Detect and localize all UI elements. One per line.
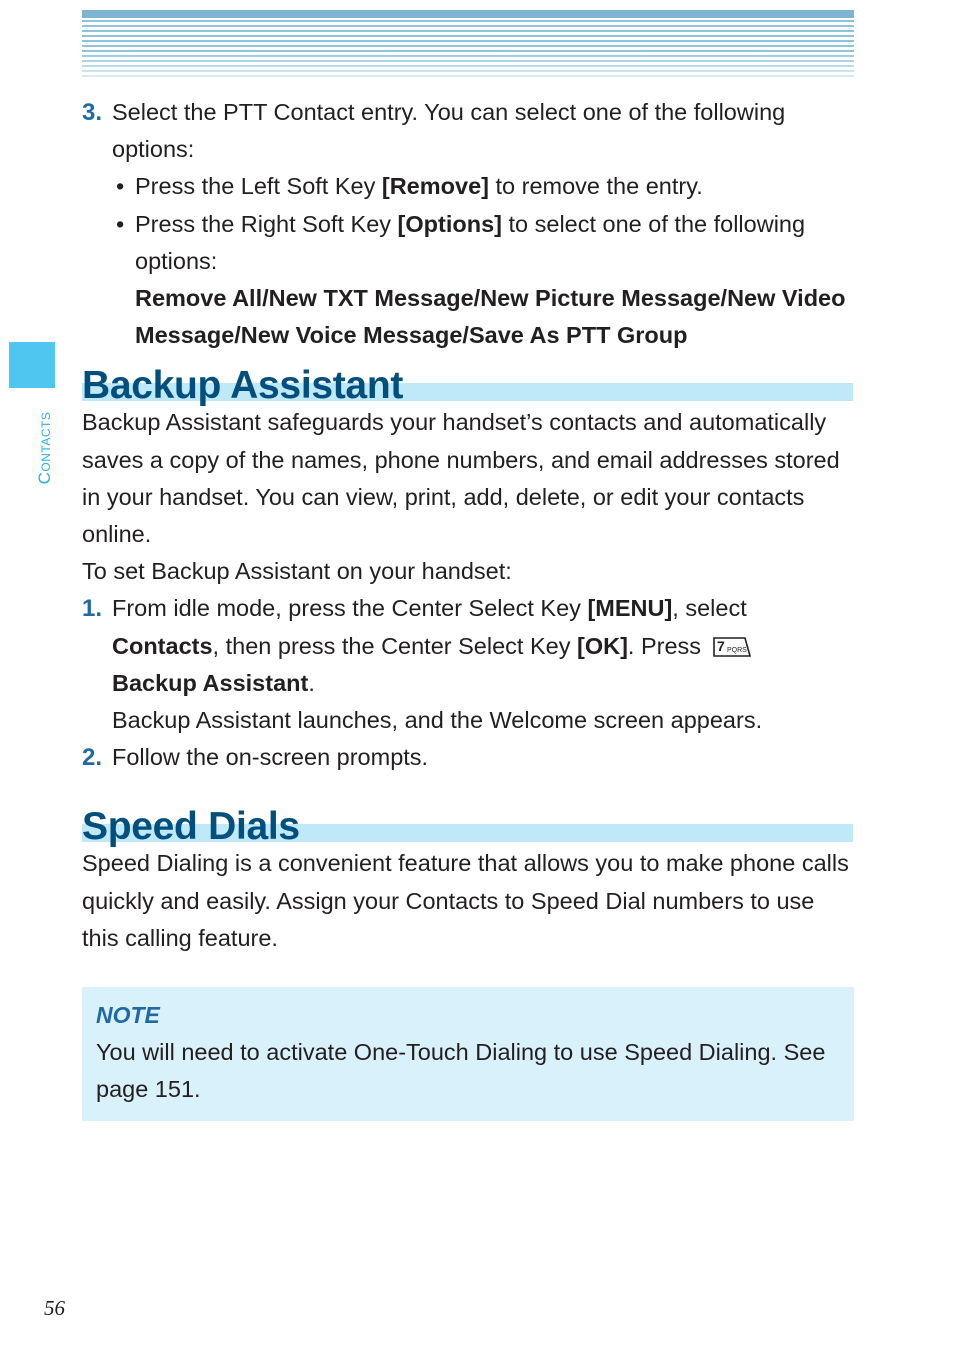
backup-lead: To set Backup Assistant on your handset: — [82, 558, 512, 585]
bullet-text: to remove the entry. — [488, 173, 703, 200]
bullet-text: Press the Right Soft Key — [135, 210, 398, 237]
section-title: Backup Assistant — [82, 364, 404, 408]
step-text: From idle mode, press the Center Select Key — [112, 595, 588, 622]
menu-key-label: [MENU] — [587, 595, 673, 622]
note-box — [82, 987, 854, 1121]
backup-step-1 — [82, 590, 854, 702]
side-section-label: Contacts — [35, 411, 54, 485]
header-stripe-band — [82, 10, 854, 80]
page-number: 56 — [44, 1296, 65, 1320]
ptt-step-3 — [82, 94, 854, 168]
backup-heading — [82, 364, 854, 418]
bullet-remove — [82, 168, 854, 205]
bullet-dot: • — [116, 173, 125, 200]
backup-assistant-menu-label: Backup Assistant — [112, 669, 309, 696]
backup-step-2 — [82, 739, 854, 776]
speed-intro: Speed Dialing is a convenient feature that allows you to make phone calls quickly and easily. Assign your Contacts to Speed Dial numbers to use this calling feature. — [82, 850, 849, 951]
remove-key-label: [Remove] — [381, 173, 489, 200]
page-content — [82, 94, 854, 1121]
step-text: Follow the on-screen prompts. — [112, 744, 429, 771]
backup-intro: Backup Assistant safeguards your handset’s contacts and automatically saves a copy of the names, phone numbers, and email addresses stored in your handset. You can view, print, add, delete, or edit your contacts online. — [82, 409, 840, 548]
step-text: Select the PTT Contact entry. You can select one of the following options: — [112, 99, 786, 163]
svg-text:PQRS: PQRS — [726, 646, 747, 654]
note-title: NOTE — [96, 1002, 160, 1029]
contacts-menu-label: Contacts — [112, 632, 213, 659]
step-text: , then press the Center Select Key — [212, 632, 577, 659]
bullet-dot: • — [116, 210, 125, 237]
bullet-options — [82, 206, 854, 280]
step-text: . Press — [627, 632, 708, 659]
7-pqrs-key-icon — [712, 636, 752, 658]
note-text: You will need to activate One-Touch Dialing to use Speed Dialing. See page 151. — [96, 1039, 826, 1103]
section-title: Speed Dials — [82, 805, 300, 849]
options-key-label: [Options] — [397, 210, 502, 237]
bullet-text: Press the Left Soft Key — [135, 173, 382, 200]
step-number: 2. — [82, 744, 103, 772]
section-side-tab — [9, 342, 55, 388]
options-list: Remove All/New TXT Message/New Picture Message/New Video Message/New Voice Message/Save As PTT Group — [135, 285, 846, 349]
bullet-text: to select one of the following options: — [135, 210, 806, 274]
step-number: 1. — [82, 595, 103, 623]
step-text: . — [308, 669, 315, 696]
speed-dials-heading — [82, 805, 854, 859]
step-text: , select — [672, 595, 747, 622]
step-result: Backup Assistant launches, and the Welcome screen appears. — [112, 707, 763, 734]
ok-key-label: [OK] — [577, 632, 628, 659]
svg-text:7: 7 — [716, 637, 725, 654]
step-number: 3. — [82, 99, 103, 126]
